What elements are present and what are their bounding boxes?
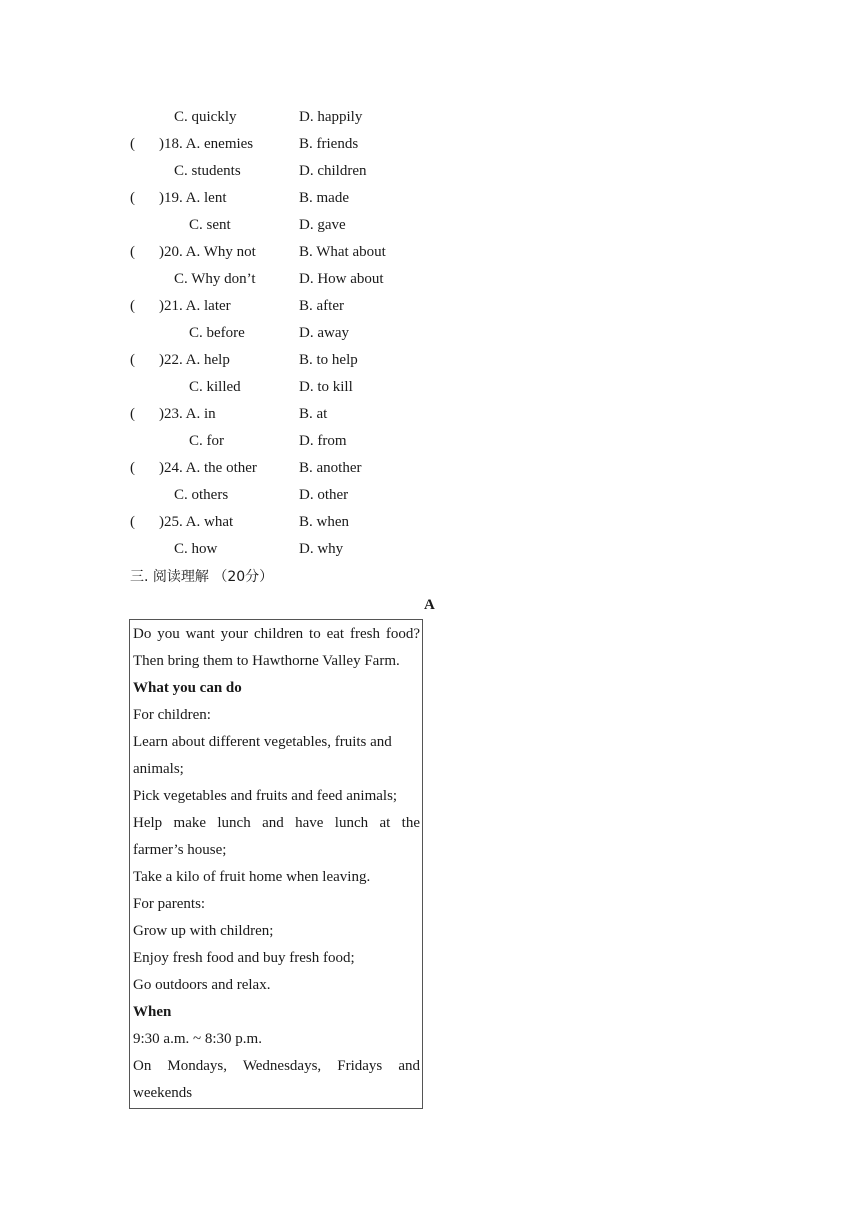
answer-bracket: ( — [130, 406, 135, 422]
option-d: D. other — [299, 487, 349, 503]
passage-line: Grow up with children; — [133, 923, 274, 939]
question-18-ab-row — [0, 131, 860, 158]
question-21-cd-row — [0, 320, 860, 347]
passage-line: Take a kilo of fruit home when leaving. — [133, 869, 371, 885]
passage-line: Learn about different vegetables, fruits and — [133, 734, 392, 750]
question-20-ab-row — [0, 239, 860, 266]
passage-heading: What you can do — [133, 680, 242, 696]
passage-heading: When — [133, 1004, 172, 1020]
option-b: B. at — [299, 406, 328, 422]
passage-line: Help make lunch and have lunch at the — [133, 815, 420, 831]
question-number-option-a: )21. A. later — [159, 298, 231, 314]
option-d: D. away — [299, 325, 349, 341]
option-b: B. What about — [299, 244, 386, 260]
answer-bracket: ( — [130, 136, 135, 152]
passage-line: Then bring them to Hawthorne Valley Farm. — [133, 653, 400, 669]
answer-bracket: ( — [130, 514, 135, 530]
question-22-cd-row — [0, 374, 860, 401]
option-c: C. before — [189, 325, 245, 341]
option-b: B. another — [299, 460, 362, 476]
option-b: B. made — [299, 190, 349, 206]
option-d: D. from — [299, 433, 347, 449]
option-b: B. to help — [299, 352, 358, 368]
passage-line: On Mondays, Wednesdays, Fridays and — [133, 1058, 420, 1074]
question-number-option-a: )22. A. help — [159, 352, 230, 368]
question-20-cd-row — [0, 266, 860, 293]
passage-line: farmer’s house; — [133, 842, 227, 858]
question-19-cd-row — [0, 212, 860, 239]
answer-bracket: ( — [130, 298, 135, 314]
question-24-cd-row — [0, 482, 860, 509]
question-23-ab-row — [0, 401, 860, 428]
option-d: D. happily — [299, 109, 363, 125]
section-title: 三. 阅读理解 （20分） — [130, 569, 274, 585]
question-number-option-a: )25. A. what — [159, 514, 234, 530]
passage-box — [129, 619, 423, 1109]
question-number-option-a: )19. A. lent — [159, 190, 227, 206]
passage-line: weekends — [133, 1085, 193, 1101]
option-d: D. gave — [299, 217, 346, 233]
passage-label: A — [424, 597, 435, 613]
question-number-option-a: )18. A. enemies — [159, 136, 254, 152]
option-d: D. to kill — [299, 379, 353, 395]
question-19-ab-row — [0, 185, 860, 212]
answer-bracket: ( — [130, 190, 135, 206]
option-c: C. students — [174, 163, 241, 179]
option-c: C. for — [189, 433, 224, 449]
option-c: C. how — [174, 541, 218, 557]
question-23-cd-row — [0, 428, 860, 455]
question-25-cd-row — [0, 536, 860, 563]
question-25-ab-row — [0, 509, 860, 536]
passage-line: Do you want your children to eat fresh food? — [133, 626, 420, 642]
option-c: C. Why don’t — [174, 271, 256, 287]
answer-bracket: ( — [130, 460, 135, 476]
question-22-ab-row — [0, 347, 860, 374]
passage-line: Go outdoors and relax. — [133, 977, 271, 993]
passage-line: For children: — [133, 707, 211, 723]
option-c: C. sent — [189, 217, 231, 233]
question-number-option-a: )20. A. Why not — [159, 244, 256, 260]
option-d: D. why — [299, 541, 344, 557]
answer-bracket: ( — [130, 244, 135, 260]
option-c: C. killed — [189, 379, 241, 395]
option-d: D. children — [299, 163, 367, 179]
passage-line: Enjoy fresh food and buy fresh food; — [133, 950, 355, 966]
passage-line: Pick vegetables and fruits and feed animals; — [133, 788, 398, 804]
question-18-cd-row — [0, 158, 860, 185]
option-c: C. others — [174, 487, 229, 503]
passage-line: animals; — [133, 761, 184, 777]
option-c: C. quickly — [174, 109, 237, 125]
passage-line: 9:30 a.m. ~ 8:30 p.m. — [133, 1031, 262, 1047]
question-24-ab-row — [0, 455, 860, 482]
option-b: B. when — [299, 514, 349, 530]
question-number-option-a: )24. A. the other — [159, 460, 257, 476]
answer-bracket: ( — [130, 352, 135, 368]
passage-line: For parents: — [133, 896, 206, 912]
question-number-option-a: )23. A. in — [159, 406, 216, 422]
option-d: D. How about — [299, 271, 384, 287]
question-17-cd-row — [0, 104, 860, 131]
option-b: B. friends — [299, 136, 359, 152]
option-b: B. after — [299, 298, 344, 314]
question-21-ab-row — [0, 293, 860, 320]
